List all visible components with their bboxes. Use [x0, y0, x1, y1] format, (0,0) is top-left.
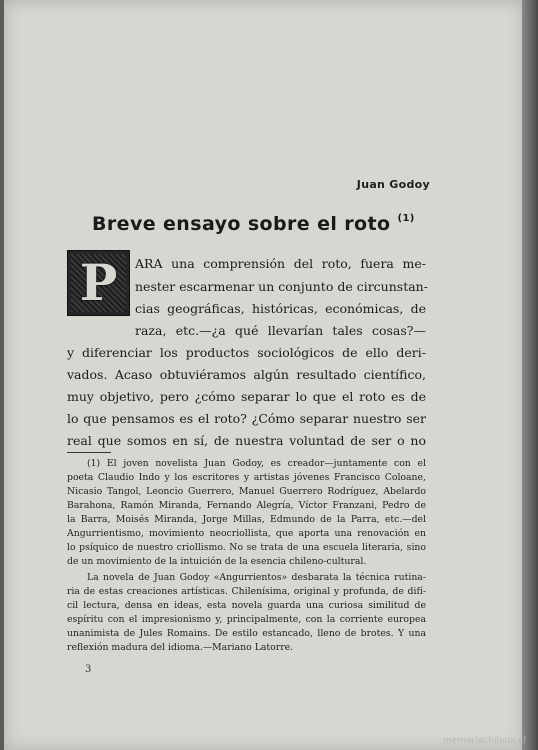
author-name: Juan Godoy	[356, 178, 430, 191]
body-line-5: y diferenciar los productos sociológicos de ello deri-	[67, 345, 426, 360]
page-number: 3	[85, 664, 92, 675]
footnote-line-1: (1) El joven novelista Juan Godoy, es creador—juntamente con el	[87, 458, 426, 469]
body-line-2: nester escarmenar un conjunto de circunstan-	[135, 279, 428, 294]
footnote-line-9: La novela de Juan Godoy «Angurrientos» desbarata la técnica rutina-	[87, 572, 426, 583]
body-line-4: raza, etc.—¿a qué llevarían tales cosas?—	[135, 323, 426, 338]
footnote-line-13: unanimista de Jules Romains. De estilo estancado, lleno de brotes. Y una	[67, 628, 426, 639]
footnote-line-7: lo psíquico de nuestro criollismo. No se trata de una escuela literaria, sino	[67, 542, 426, 553]
footnote-line-11: cil lectura, densa en ideas, esta novela guarda una curiosa similitud de	[67, 600, 426, 611]
footnote-line-5: la Barra, Moisés Miranda, Jorge Millas, Edmundo de la Parra, etc.—del	[67, 514, 426, 525]
footnote-reference: (1)	[397, 212, 415, 224]
body-line-9: real que somos en sí, de nuestra voluntad de ser o no	[67, 433, 426, 448]
footnote-line-14: reflexión madura del idioma.—Mariano Latorre.	[67, 642, 294, 653]
footnote-line-4: Barahona, Ramón Miranda, Fernando Alegría, Víctor Franzani, Pedro de	[67, 500, 426, 511]
footnote-line-2: poeta Claudio Indo y los escritores y artistas jóvenes Francisco Coloane,	[67, 472, 426, 483]
body-line-6: vados. Acaso obtuviéramos algún resultado científico,	[67, 367, 426, 382]
body-line-3: cias geográficas, históricas, económicas, de	[135, 301, 426, 316]
dropcap-letter: P	[79, 253, 118, 312]
footnote-divider	[67, 452, 111, 453]
article-title	[92, 213, 415, 235]
footnote-line-3: Nicasio Tangol, Leoncio Guerrero, Manuel Guerrero Rodríguez, Abelardo	[67, 486, 426, 497]
body-line-7: muy objetivo, pero ¿cómo separar lo que el roto es de	[67, 389, 426, 404]
watermark: memoriachilena.cl	[442, 736, 526, 746]
ornamental-dropcap	[67, 250, 130, 316]
body-line-8: lo que pensamos es el roto? ¿Cómo separar nuestro ser	[67, 411, 426, 426]
article-title-text: Breve ensayo sobre el roto	[92, 213, 391, 235]
footnote-line-10: ria de estas creaciones artísticas. Chilenísima, original y profunda, de difí-	[67, 586, 426, 597]
dropcap-ornament	[71, 254, 126, 312]
page-edge-shadow	[522, 0, 538, 750]
body-line-1: ARA una comprensión del roto, fuera me-	[135, 256, 426, 271]
footnote-line-12: espíritu con el impresionismo y, principalmente, con la corriente europea	[67, 614, 426, 625]
footnote-line-6: Angurrientismo, movimiento neocriollista, que aporta una renovación en	[67, 528, 426, 539]
footnote-line-8: de un movimiento de la intuición de la esencia chileno-cultural.	[67, 556, 367, 567]
